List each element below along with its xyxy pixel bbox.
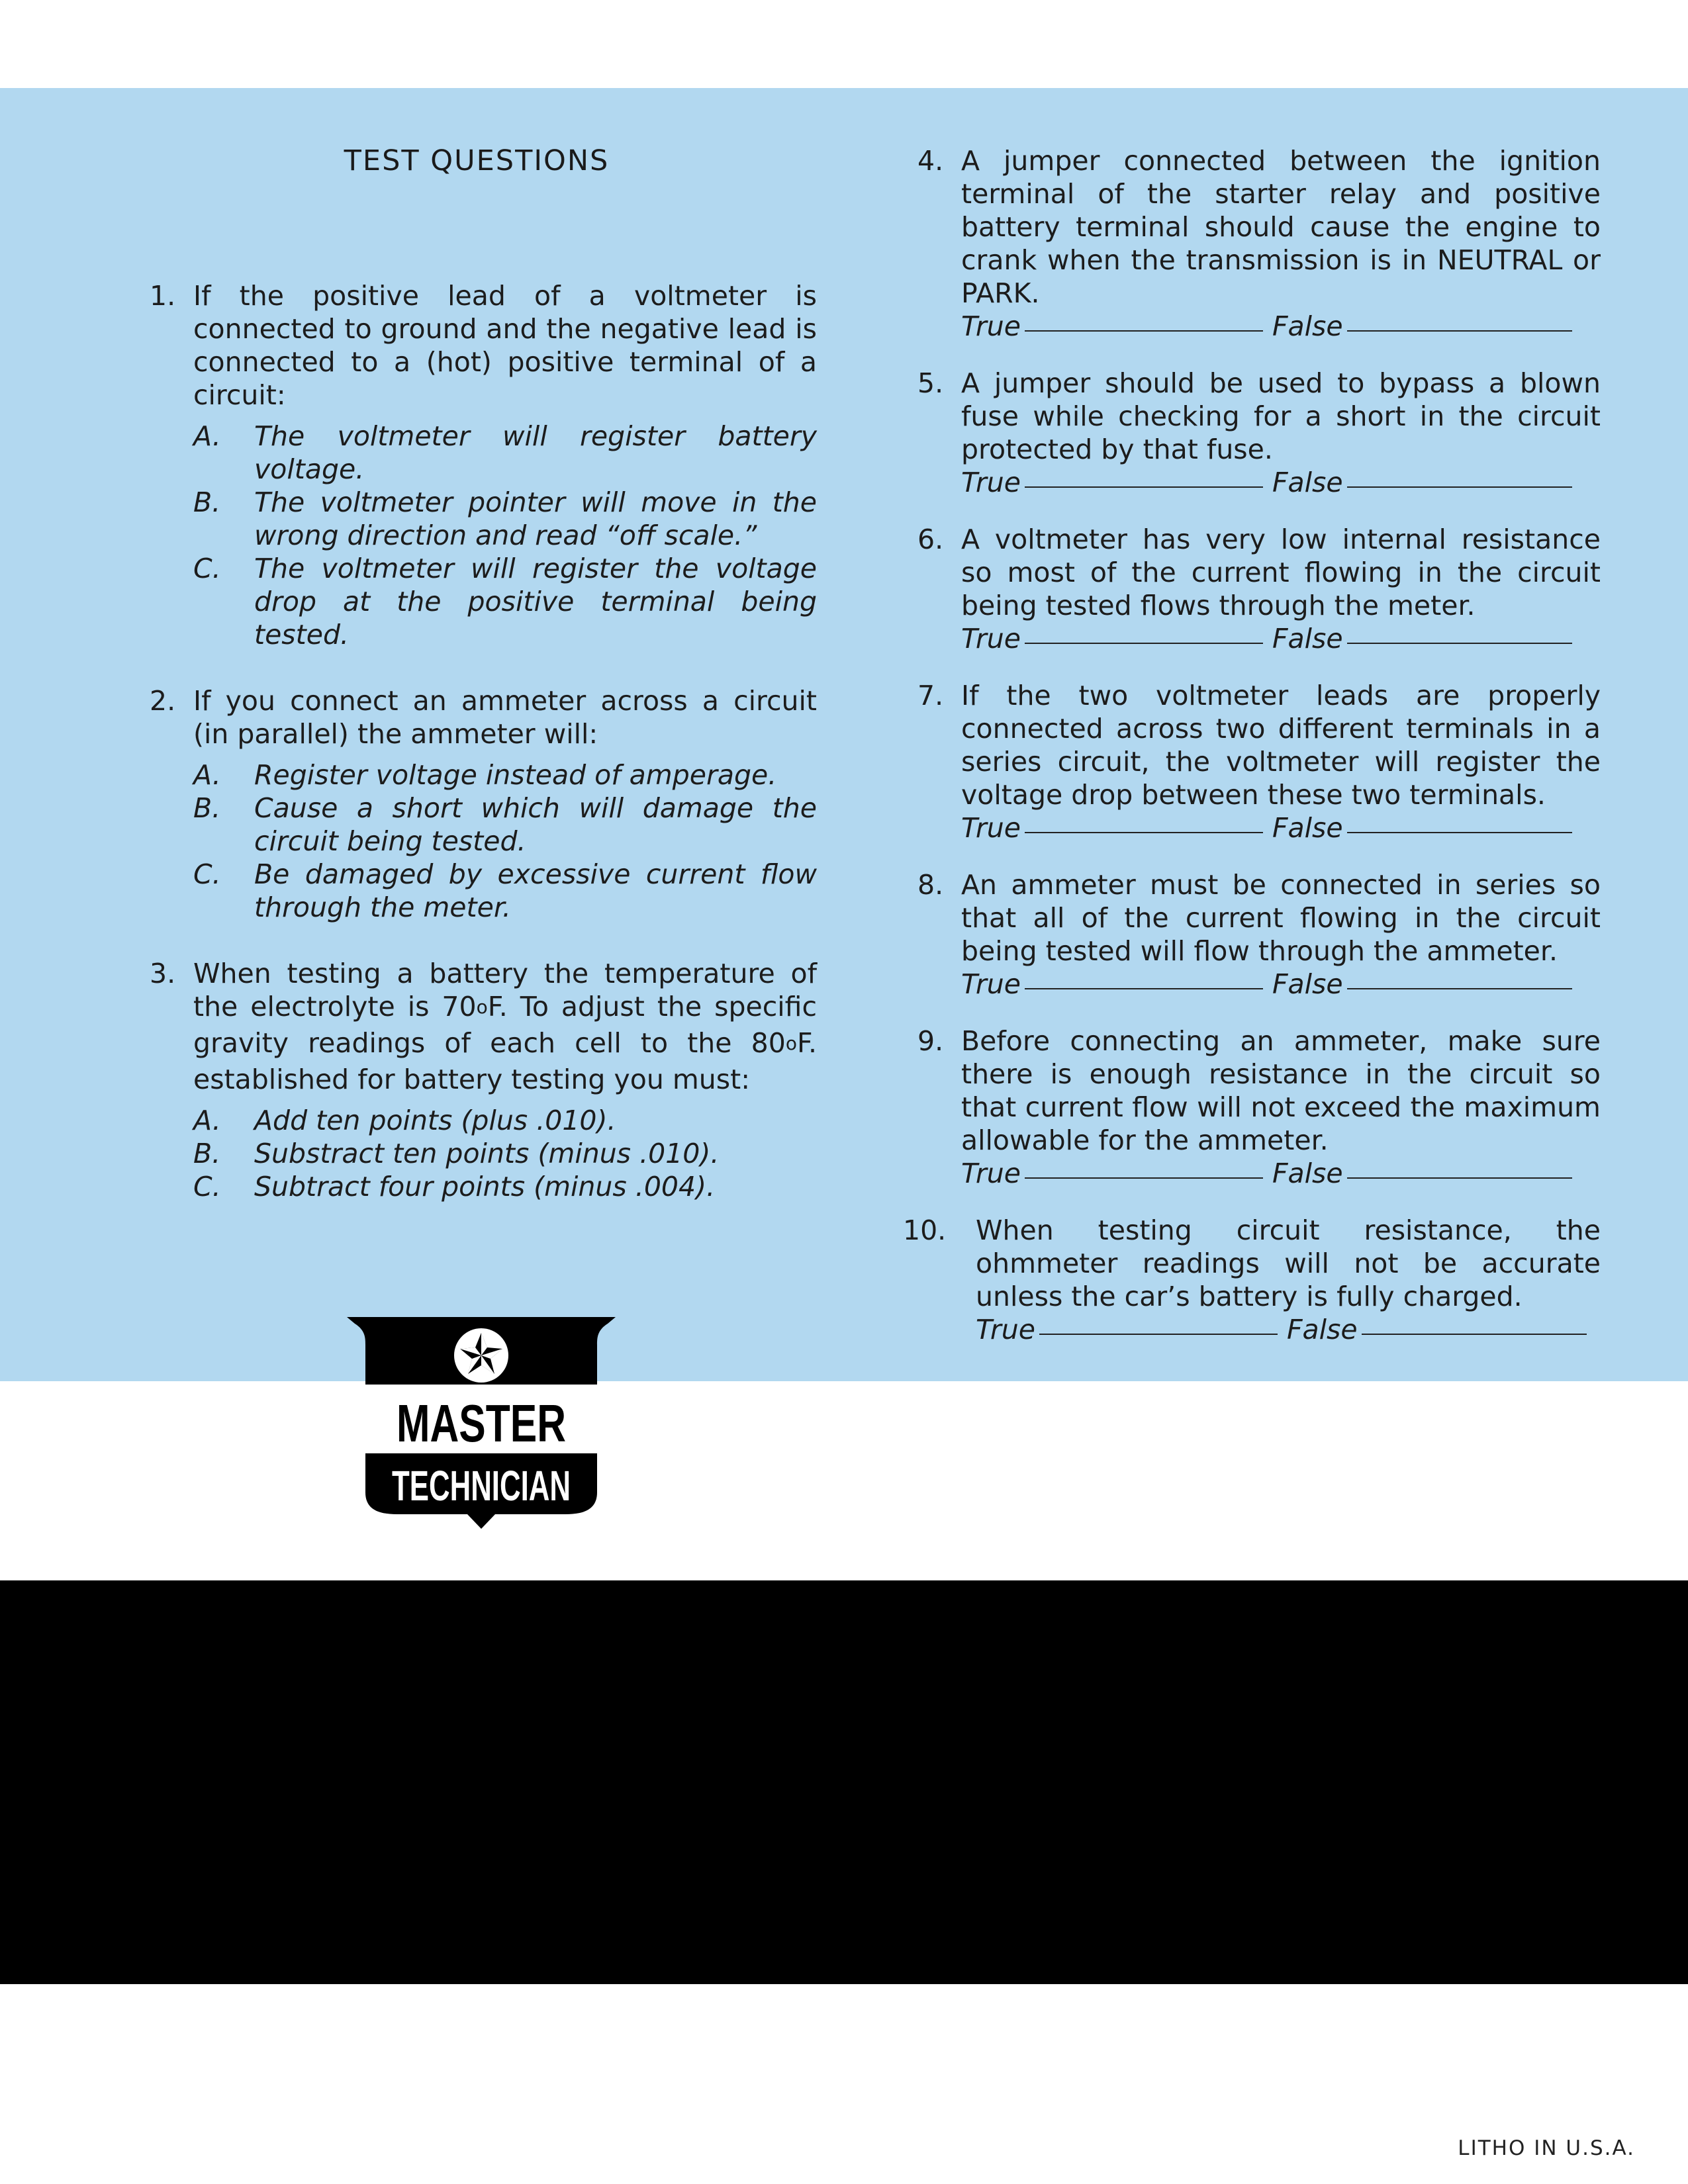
false-label: False: [1272, 310, 1343, 342]
question-text: An ammeter must be connected in series so that all of the current flowing in the circuit being tested will flow through the ammeter.: [961, 869, 1601, 967]
question-text: If the two voltmeter leads are properly connected across two different terminals in a series circuit, the voltmeter will register the voltage drop between these two terminals.: [961, 680, 1601, 811]
option-a[interactable]: A. Add ten points (plus .010).: [193, 1105, 616, 1136]
false-answer-blank[interactable]: [1347, 486, 1572, 488]
true-false-row: [961, 466, 1601, 499]
true-label: True: [961, 968, 1021, 1000]
question-number: 3.: [150, 958, 176, 989]
option-c[interactable]: C. Subtract four points (minus .004).: [193, 1171, 716, 1203]
question-text: When testing circuit resistance, the ohmmeter readings will not be accurate unless the car’s battery is fully charged.: [976, 1214, 1601, 1312]
false-label: False: [1272, 812, 1343, 844]
option-a[interactable]: A. The voltmeter will register battery voltage.: [193, 420, 817, 485]
false-label: False: [1272, 623, 1343, 655]
question-4: [917, 144, 1601, 343]
false-answer-blank[interactable]: [1347, 643, 1572, 644]
badge-technician-text: TECHNICIAN: [392, 1462, 571, 1510]
option-b[interactable]: B. Substract ten points (minus .010).: [193, 1138, 720, 1169]
question-number: 2.: [150, 685, 176, 717]
question-number: 5.: [917, 367, 944, 399]
question-number: 1.: [150, 280, 176, 312]
true-answer-blank[interactable]: [1025, 988, 1263, 989]
question-text: When testing a battery the temperature of the electrolyte is 70$^o$F. To adjust the specific gravity readings of each cell to the 80$^o$F. established for battery testing you must:: [193, 958, 817, 1095]
question-text: A jumper connected between the ignition terminal of the starter relay and positive battery terminal should cause the engine to crank when the transmission is in NEUTRAL or PARK.: [961, 145, 1601, 309]
false-answer-blank[interactable]: [1347, 832, 1572, 833]
true-label: True: [961, 1158, 1021, 1189]
true-answer-blank[interactable]: [1025, 643, 1263, 644]
true-false-row: [961, 310, 1601, 343]
true-answer-blank[interactable]: [1025, 330, 1263, 332]
question-text: If the positive lead of a voltmeter is connected to ground and the negative lead is connected to a (hot) positive terminal of a circuit:: [193, 280, 817, 411]
false-label: False: [1272, 467, 1343, 498]
false-label: False: [1272, 968, 1343, 1000]
true-answer-blank[interactable]: [1025, 1177, 1263, 1179]
false-label: False: [1286, 1314, 1358, 1345]
question-5: [917, 367, 1601, 499]
false-answer-blank[interactable]: [1362, 1334, 1587, 1335]
false-answer-blank[interactable]: [1347, 330, 1572, 332]
true-answer-blank[interactable]: [1025, 832, 1263, 833]
option-a[interactable]: A. Register voltage instead of amperage.: [193, 759, 777, 791]
true-label: True: [961, 812, 1021, 844]
false-answer-blank[interactable]: [1347, 988, 1572, 989]
true-label: True: [961, 310, 1021, 342]
option-c[interactable]: C. The voltmeter will register the voltage drop at the positive terminal being tested.: [193, 553, 817, 651]
true-label: True: [976, 1314, 1035, 1345]
question-2: [150, 684, 817, 924]
question-7: [917, 679, 1601, 844]
question-text: A jumper should be used to bypass a blown fuse while checking for a short in the circuit protected by that fuse.: [961, 367, 1601, 465]
question-text: If you connect an ammeter across a circuit (in parallel) the ammeter will:: [193, 685, 817, 750]
question-number: 8.: [917, 869, 944, 901]
black-band: [0, 1580, 1688, 1984]
question-text: A voltmeter has very low internal resistance so most of the current flowing in the circuit being tested flows through the meter.: [961, 523, 1601, 621]
true-label: True: [961, 623, 1021, 655]
true-answer-blank[interactable]: [1039, 1334, 1278, 1335]
false-label: False: [1272, 1158, 1343, 1189]
option-b[interactable]: B. The voltmeter pointer will move in the wrong direction and read “off scale.”: [193, 486, 817, 551]
option-b[interactable]: B. Cause a short which will damage the circuit being tested.: [193, 792, 817, 857]
question-number: 6.: [917, 523, 944, 555]
right-column: [903, 144, 1601, 1346]
true-false-row: [961, 968, 1601, 1001]
question-number: 10.: [903, 1214, 947, 1246]
true-false-row: [961, 811, 1601, 844]
question-6: [917, 523, 1601, 655]
option-c[interactable]: C. Be damaged by excessive current flow through the meter.: [193, 858, 817, 923]
degree-symbol: o: [785, 1032, 797, 1054]
pentastar-icon: [454, 1328, 508, 1383]
page-title: TEST QUESTIONS: [344, 144, 610, 177]
degree-symbol: o: [476, 996, 488, 1018]
master-technician-badge: [347, 1317, 616, 1530]
question-9: [917, 1024, 1601, 1190]
true-answer-blank[interactable]: [1025, 486, 1263, 488]
true-false-row: [976, 1313, 1601, 1346]
question-10: [903, 1214, 1601, 1346]
question-text: Before connecting an ammeter, make sure there is enough resistance in the circuit so that current flow will not exceed the maximum allowable for the ammeter.: [961, 1025, 1601, 1156]
question-8: [917, 868, 1601, 1001]
question-number: 9.: [917, 1025, 944, 1057]
footer-litho: LITHO IN U.S.A.: [1458, 2136, 1635, 2160]
question-3: [150, 957, 817, 1203]
question-number: 4.: [917, 145, 944, 177]
true-false-row: [961, 622, 1601, 655]
true-label: True: [961, 467, 1021, 498]
false-answer-blank[interactable]: [1347, 1177, 1572, 1179]
true-false-row: [961, 1157, 1601, 1190]
left-column: [150, 279, 817, 1203]
question-1: [150, 279, 817, 651]
badge-master-text: MASTER: [397, 1394, 566, 1453]
question-number: 7.: [917, 680, 944, 711]
